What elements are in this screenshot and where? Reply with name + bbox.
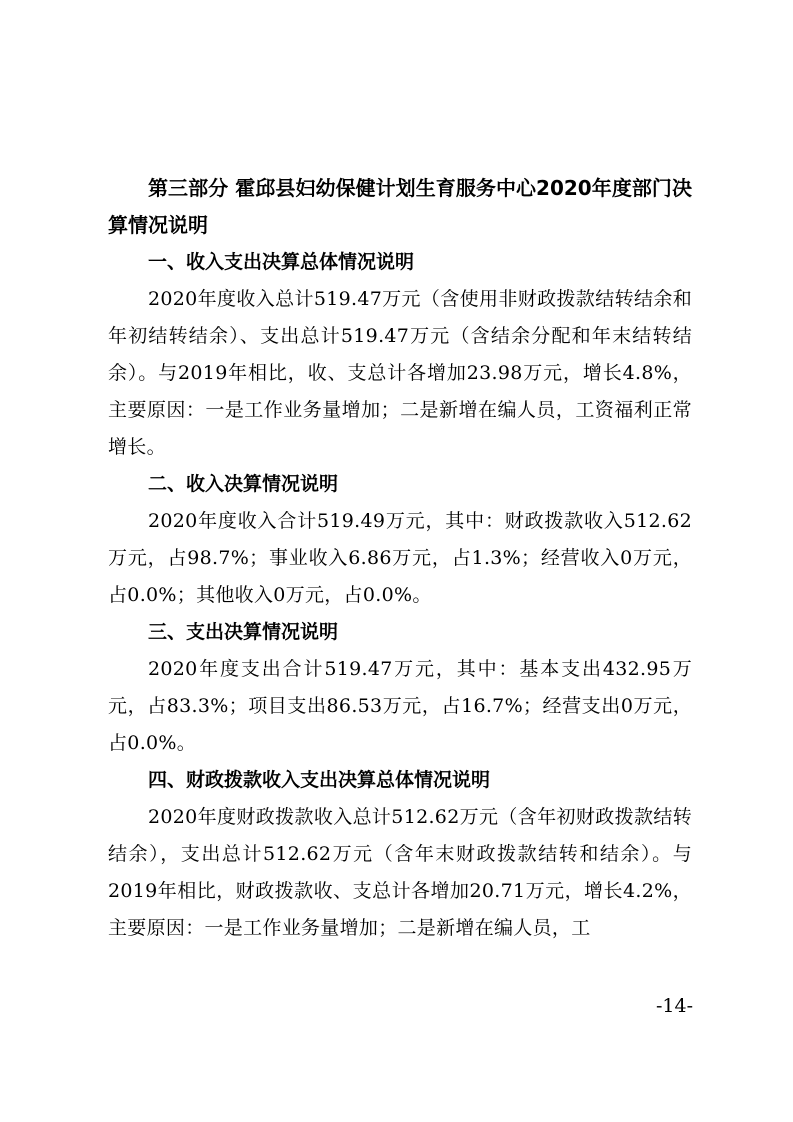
document-title: 第三部分 霍邱县妇幼保健计划生育服务中心2020年度部门决算情况说明 — [108, 176, 692, 237]
section-heading-2: 二、收入决算情况说明 — [148, 473, 339, 495]
section-body-1: 2020年度收入总计519.47万元（含使用非财政拨款结转结余和年初结转结余）、支出总计519.47万元（含结余分配和年末结转结余）。与2019年相比，收、支总计各增加23.98万元，增长4.8%，主要原因：一是工作业务量增加；二是新增在编人员，工资福利正常增长。 — [108, 288, 692, 458]
document-content — [108, 170, 692, 947]
section-body-4: 2020年度财政拨款收入总计512.62万元（含年初财政拨款结转结余），支出总计512.62万元（含年末财政拨款结转和结余）。与2019年相比，财政拨款收、支总计各增加20.71万元，增长4.2%，主要原因：一是工作业务量增加；二是新增在编人员，工 — [108, 806, 692, 939]
section-heading-1: 一、收入支出决算总体情况说明 — [148, 251, 415, 273]
section-body-3: 2020年度支出合计519.47万元，其中：基本支出432.95万元，占83.3%；项目支出86.53万元，占16.7%；经营支出0万元，占0.0%。 — [108, 658, 692, 754]
page-number: -14- — [655, 995, 693, 1017]
section-heading-4: 四、财政拨款收入支出决算总体情况说明 — [148, 769, 491, 791]
section-body-2: 2020年度收入合计519.49万元，其中：财政拨款收入512.62万元，占98.7%；事业收入6.86万元，占1.3%；经营收入0万元，占0.0%；其他收入0万元，占0.0%。 — [108, 510, 692, 606]
section-heading-3: 三、支出决算情况说明 — [148, 621, 339, 643]
